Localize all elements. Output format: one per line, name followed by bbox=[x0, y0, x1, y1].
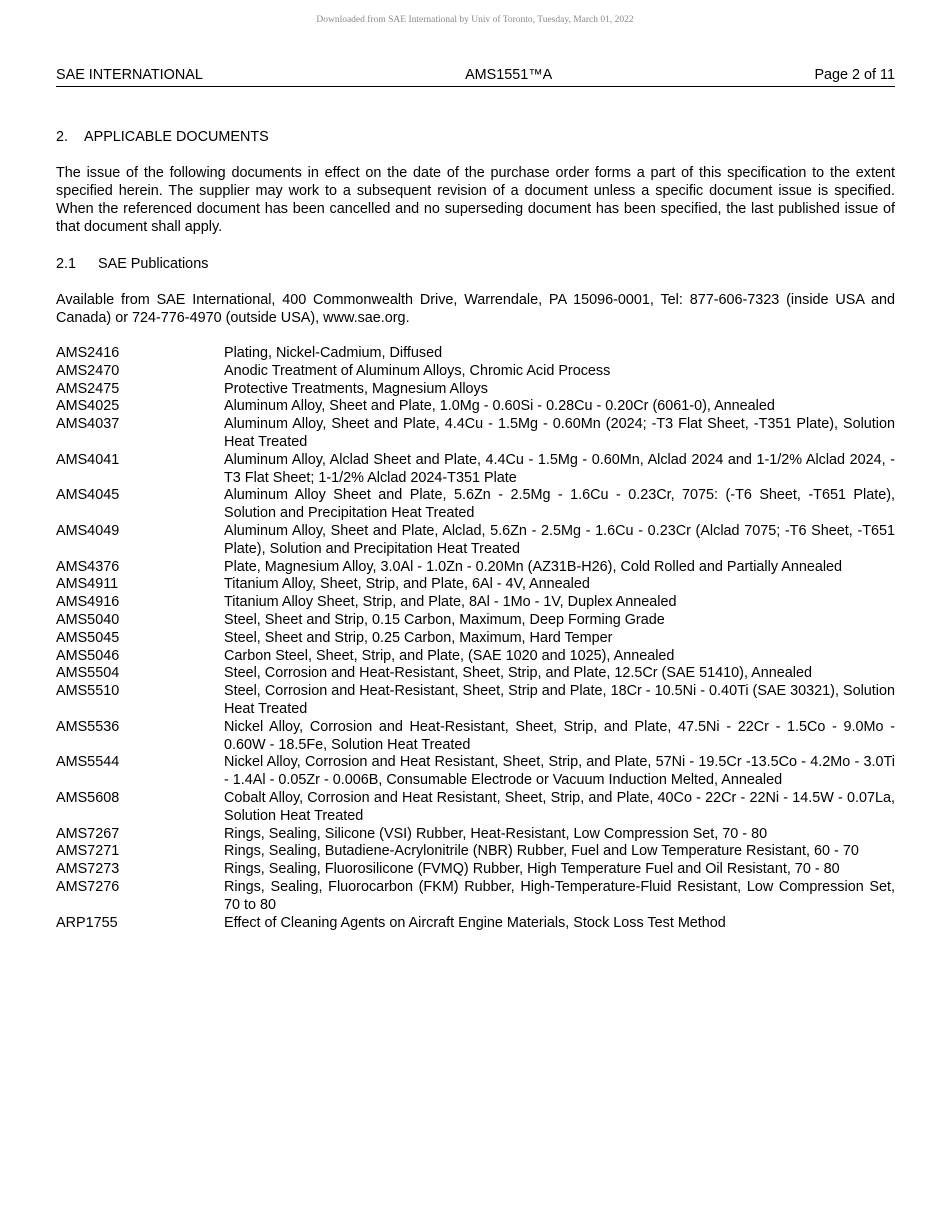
reference-code: AMS7276 bbox=[56, 878, 120, 895]
subsection-title: SAE Publications bbox=[98, 256, 209, 272]
reference-title: Titanium Alloy Sheet, Strip, and Plate, 8Al - 1Mo - 1V, Duplex Annealed bbox=[224, 594, 677, 611]
reference-code: AMS7267 bbox=[56, 825, 120, 842]
reference-item bbox=[56, 363, 895, 381]
reference-code: AMS7271 bbox=[56, 843, 120, 860]
reference-title: Carbon Steel, Sheet, Strip, and Plate, (SAE 1020 and 1025), Annealed bbox=[224, 647, 675, 664]
reference-item bbox=[56, 523, 895, 559]
reference-item bbox=[56, 719, 895, 755]
reference-title: Rings, Sealing, Butadiene-Acrylonitrile (NBR) Rubber, Fuel and Low Temperature Resistant, 60 - 70 bbox=[224, 843, 859, 860]
reference-code: AMS4376 bbox=[56, 558, 120, 575]
reference-code: AMS2475 bbox=[56, 380, 120, 397]
reference-title: Anodic Treatment of Aluminum Alloys, Chromic Acid Process bbox=[224, 362, 611, 379]
reference-item bbox=[56, 648, 895, 666]
reference-code: ARP1755 bbox=[56, 914, 118, 931]
reference-item bbox=[56, 345, 895, 363]
reference-item bbox=[56, 452, 895, 488]
reference-item bbox=[56, 790, 895, 826]
reference-item bbox=[56, 861, 895, 879]
page-header bbox=[56, 67, 895, 87]
reference-list bbox=[56, 345, 895, 932]
availability-paragraph: Available from SAE International, 400 Commonwealth Drive, Warrendale, PA 15096-0001, Tel: 877-606-7323 (inside USA and Canada) or 724-776-4970 (outside USA), www.sae.org. bbox=[56, 292, 895, 326]
reference-title: Effect of Cleaning Agents on Aircraft Engine Materials, Stock Loss Test Method bbox=[224, 914, 726, 931]
reference-title: Rings, Sealing, Fluorocarbon (FKM) Rubber, High-Temperature-Fluid Resistant, Low Compression Set, 70 to 80 bbox=[224, 878, 895, 913]
reference-code: AMS4041 bbox=[56, 451, 120, 468]
reference-item bbox=[56, 612, 895, 630]
reference-code: AMS7273 bbox=[56, 861, 120, 878]
reference-code: AMS5046 bbox=[56, 647, 120, 664]
reference-code: AMS2470 bbox=[56, 362, 120, 379]
reference-item bbox=[56, 416, 895, 452]
reference-item bbox=[56, 843, 895, 861]
reference-item bbox=[56, 381, 895, 399]
reference-item bbox=[56, 915, 895, 933]
reference-code: AMS5504 bbox=[56, 665, 120, 682]
reference-item bbox=[56, 594, 895, 612]
reference-item bbox=[56, 576, 895, 594]
reference-item bbox=[56, 879, 895, 915]
header-document-number: AMS1551™A bbox=[465, 67, 553, 83]
reference-title: Steel, Sheet and Strip, 0.15 Carbon, Maximum, Deep Forming Grade bbox=[224, 611, 665, 628]
reference-code: AMS5045 bbox=[56, 629, 120, 646]
reference-title: Steel, Corrosion and Heat-Resistant, Sheet, Strip, and Plate, 12.5Cr (SAE 51410), Annealed bbox=[224, 665, 812, 682]
section-title: APPLICABLE DOCUMENTS bbox=[84, 129, 269, 145]
reference-title: Nickel Alloy, Corrosion and Heat-Resistant, Sheet, Strip, and Plate, 47.5Ni - 22Cr - 1.5Co - 9.0Mo - 0.60W - 18.5Fe, Solution Heat Treated bbox=[224, 718, 895, 753]
section-heading bbox=[56, 128, 895, 146]
section-number: 2. bbox=[56, 129, 69, 145]
reference-title: Aluminum Alloy, Alclad Sheet and Plate, 4.4Cu - 1.5Mg - 0.60Mn, Alclad 2024 and 1-1/2% Alclad 2024, -T3 Flat Sheet; 1-1/2% Alclad 2024-T351 Plate bbox=[224, 451, 895, 486]
reference-title: Steel, Sheet and Strip, 0.25 Carbon, Maximum, Hard Temper bbox=[224, 629, 613, 646]
reference-item bbox=[56, 630, 895, 648]
reference-title: Nickel Alloy, Corrosion and Heat Resistant, Sheet, Strip, and Plate, 57Ni - 19.5Cr -13.5Co - 4.2Mo - 3.0Ti - 1.4Al - 0.05Zr - 0.006B, Consumable Electrode or Vacuum Induction Melted, Annealed bbox=[224, 754, 895, 789]
header-organization: SAE INTERNATIONAL bbox=[56, 67, 203, 83]
reference-code: AMS4037 bbox=[56, 416, 120, 433]
reference-item bbox=[56, 665, 895, 683]
reference-title: Rings, Sealing, Silicone (VSI) Rubber, Heat-Resistant, Low Compression Set, 70 - 80 bbox=[224, 825, 768, 842]
reference-title: Steel, Corrosion and Heat-Resistant, Sheet, Strip and Plate, 18Cr - 10.5Ni - 0.40Ti (SAE 30321), Solution Heat Treated bbox=[224, 683, 895, 717]
subsection-number: 2.1 bbox=[56, 256, 77, 272]
reference-title: Protective Treatments, Magnesium Alloys bbox=[224, 380, 488, 397]
section-intro-paragraph: The issue of the following documents in effect on the date of the purchase order forms a part of this specification to the extent specified herein. The supplier may work to a subsequent revision of a document unless a specific document issue is specified. When the referenced document has been cancelled and no superseding document has been specified, the last published issue of that document shall apply. bbox=[56, 165, 895, 235]
reference-code: AMS5040 bbox=[56, 611, 120, 628]
header-page-number: Page 2 of 11 bbox=[814, 67, 895, 83]
reference-code: AMS5544 bbox=[56, 754, 120, 771]
subsection-heading bbox=[56, 255, 895, 273]
reference-code: AMS4911 bbox=[56, 576, 119, 593]
reference-item bbox=[56, 559, 895, 577]
reference-title: Plating, Nickel-Cadmium, Diffused bbox=[224, 345, 443, 361]
document-body bbox=[56, 128, 895, 932]
reference-code: AMS4025 bbox=[56, 398, 120, 415]
reference-title: Titanium Alloy, Sheet, Strip, and Plate, 6Al - 4V, Annealed bbox=[224, 576, 590, 593]
reference-title: Aluminum Alloy, Sheet and Plate, 4.4Cu - 1.5Mg - 0.60Mn (2024; -T3 Flat Sheet, -T351 Plate), Solution Heat Treated bbox=[224, 416, 895, 450]
reference-code: AMS4049 bbox=[56, 522, 120, 539]
reference-item bbox=[56, 398, 895, 416]
reference-title: Cobalt Alloy, Corrosion and Heat Resistant, Sheet, Strip, and Plate, 40Co - 22Cr - 22Ni - 14.5W - 0.07La, Solution Heat Treated bbox=[224, 789, 895, 824]
reference-title: Aluminum Alloy, Sheet and Plate, 1.0Mg - 0.60Si - 0.28Cu - 0.20Cr (6061-0), Annealed bbox=[224, 398, 775, 415]
reference-code: AMS4045 bbox=[56, 487, 120, 504]
reference-code: AMS5510 bbox=[56, 683, 120, 700]
reference-code: AMS4916 bbox=[56, 594, 120, 611]
reference-title: Plate, Magnesium Alloy, 3.0Al - 1.0Zn - 0.20Mn (AZ31B-H26), Cold Rolled and Partially Annealed bbox=[224, 558, 843, 575]
reference-code: AMS5536 bbox=[56, 718, 120, 735]
reference-code: AMS2416 bbox=[56, 345, 120, 361]
reference-title: Aluminum Alloy, Sheet and Plate, Alclad, 5.6Zn - 2.5Mg - 1.6Cu - 0.23Cr (Alclad 7075; -T6 Sheet, -T651 Plate), Solution and Precipitation Heat Treated bbox=[224, 522, 895, 557]
reference-item bbox=[56, 683, 895, 719]
reference-item bbox=[56, 754, 895, 790]
download-watermark: Downloaded from SAE International by Univ of Toronto, Tuesday, March 01, 2022 bbox=[316, 15, 634, 25]
reference-title: Aluminum Alloy Sheet and Plate, 5.6Zn - 2.5Mg - 1.6Cu - 0.23Cr, 7075: (-T6 Sheet, -T651 Plate), Solution and Precipitation Heat Treated bbox=[224, 487, 895, 522]
reference-item bbox=[56, 487, 895, 523]
reference-item bbox=[56, 826, 895, 844]
reference-code: AMS5608 bbox=[56, 789, 120, 806]
reference-title: Rings, Sealing, Fluorosilicone (FVMQ) Rubber, High Temperature Fuel and Oil Resistant, 70 - 80 bbox=[224, 861, 840, 878]
